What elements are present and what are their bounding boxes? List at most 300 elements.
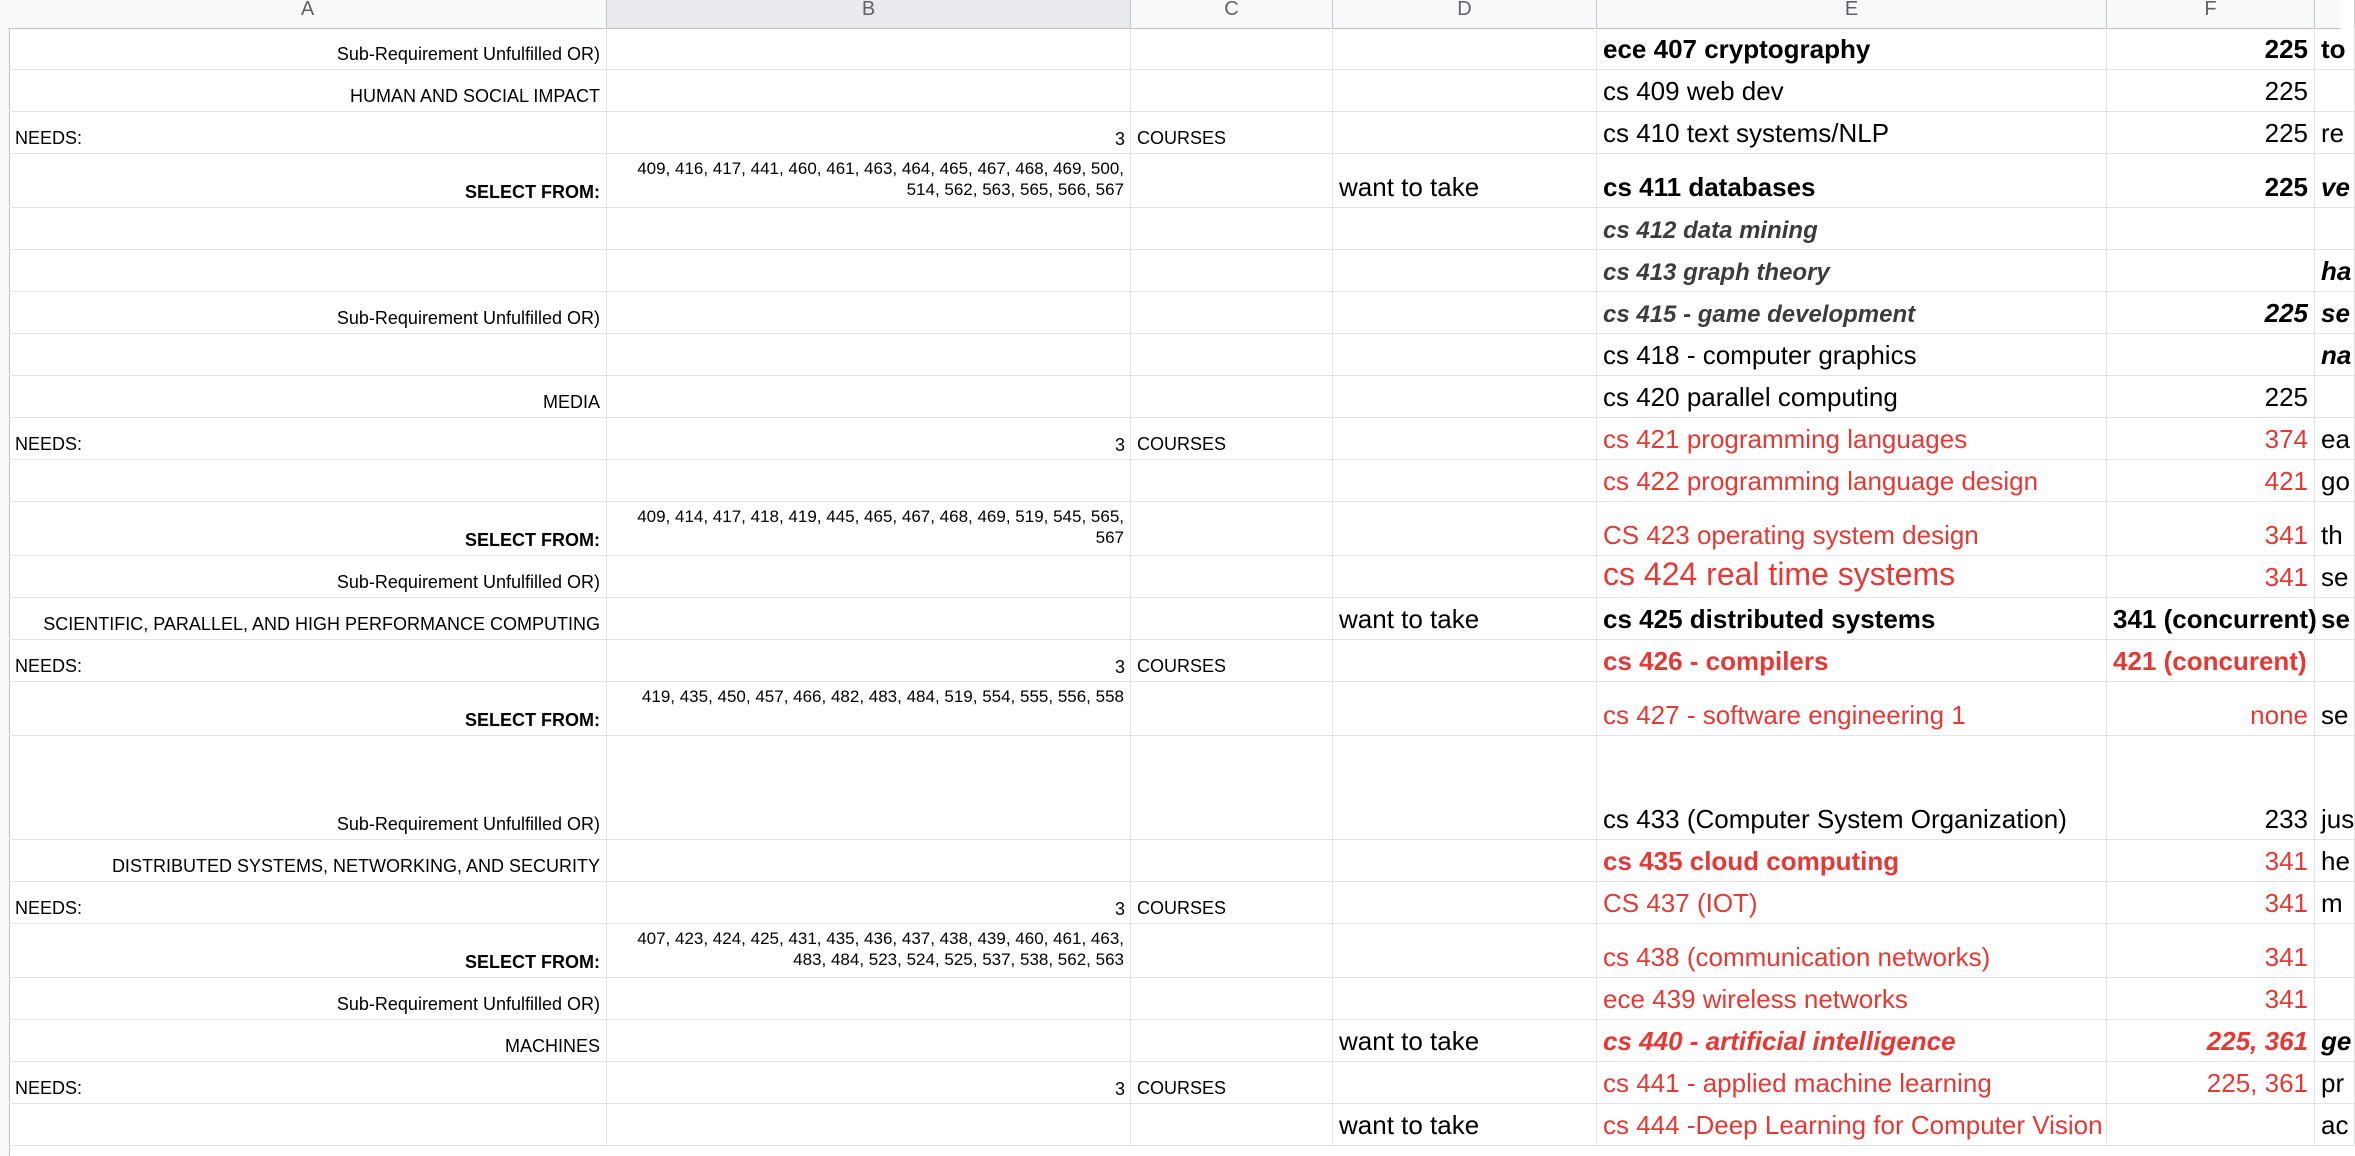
cell-a[interactable]: [9, 682, 607, 736]
cell-e[interactable]: [1597, 208, 2107, 250]
cell-g-text: ea: [2321, 424, 2350, 454]
cell-b[interactable]: [607, 924, 1131, 978]
cell-a[interactable]: [9, 28, 607, 70]
cell-c[interactable]: [1131, 292, 1333, 334]
cell-c-text: COURSES: [1137, 898, 1227, 918]
cell-d[interactable]: [1333, 640, 1597, 682]
cell-c[interactable]: [1131, 376, 1333, 418]
cell-a-text: SELECT FROM:: [465, 530, 600, 550]
cell-e-text: cs 438 (communication networks): [1603, 942, 1991, 972]
cell-b[interactable]: [607, 1020, 1131, 1062]
cell-c-text: COURSES: [1137, 434, 1227, 454]
cell-g[interactable]: [2315, 736, 2355, 840]
cell-c-count[interactable]: [1071, 640, 1131, 682]
cell-f[interactable]: [2107, 460, 2315, 502]
cell-a-text: SELECT FROM:: [465, 710, 600, 730]
cell-g-text: ac: [2321, 1110, 2349, 1140]
cell-f-text: 374: [2264, 424, 2308, 454]
cell-a[interactable]: [9, 250, 607, 292]
cell-c-count[interactable]: [1071, 376, 1131, 418]
cell-d[interactable]: [1333, 418, 1597, 460]
cell-f[interactable]: [2107, 924, 2315, 978]
cell-g[interactable]: [2315, 460, 2355, 502]
cell-d[interactable]: [1333, 208, 1597, 250]
cell-e[interactable]: [1597, 1020, 2107, 1062]
cell-c-count[interactable]: [1071, 154, 1131, 208]
cell-d[interactable]: [1333, 1020, 1597, 1062]
cell-f[interactable]: [2107, 1020, 2315, 1062]
cell-c[interactable]: [1131, 1020, 1333, 1062]
cell-d[interactable]: [1333, 924, 1597, 978]
cell-g[interactable]: [2315, 70, 2355, 112]
cell-e-text: ece 439 wireless networks: [1603, 984, 1908, 1014]
cell-e-text: cs 411 databases: [1603, 172, 1816, 202]
cell-f[interactable]: [2107, 70, 2315, 112]
cell-a-text: NEEDS:: [15, 656, 83, 676]
cell-e-text: cs 421 programming languages: [1603, 424, 1968, 454]
cell-f[interactable]: [2107, 882, 2315, 924]
cell-f-text: 341 (concurrent): [2113, 604, 2317, 634]
cell-d[interactable]: [1333, 682, 1597, 736]
cell-f[interactable]: [2107, 640, 2315, 682]
cell-c-count[interactable]: [1071, 28, 1131, 70]
cell-a[interactable]: [9, 978, 607, 1020]
cell-c-count[interactable]: [1071, 736, 1131, 840]
cell-g[interactable]: [2315, 112, 2355, 154]
cell-c-count[interactable]: [1071, 682, 1131, 736]
cell-c[interactable]: [1131, 682, 1333, 736]
table-row: [0, 640, 2340, 682]
cell-c[interactable]: [1131, 840, 1333, 882]
cell-c-count[interactable]: [1071, 460, 1131, 502]
cell-f-text: 421: [2264, 466, 2308, 496]
cell-e-text: cs 409 web dev: [1603, 76, 1784, 106]
column-header-bar: [0, 0, 2340, 29]
cell-d[interactable]: [1333, 70, 1597, 112]
cell-c-count[interactable]: [1071, 556, 1131, 598]
cell-g[interactable]: [2315, 376, 2355, 418]
cell-e[interactable]: [1597, 334, 2107, 376]
cell-a[interactable]: [9, 418, 607, 460]
table-row: [0, 208, 2340, 250]
cell-f[interactable]: [2107, 1104, 2315, 1146]
cell-g[interactable]: [2315, 882, 2355, 924]
cell-d[interactable]: [1333, 334, 1597, 376]
cell-f-text: 341: [2264, 888, 2308, 918]
cell-e-text: cs 440 - artificial intelligence: [1603, 1026, 1956, 1056]
cell-b-text: 419, 435, 450, 457, 466, 482, 483, 484, 519, 554, 555, 556, 558: [641, 687, 1124, 706]
cell-g-text: re: [2321, 118, 2345, 148]
cell-b[interactable]: [607, 376, 1131, 418]
cell-d-text: want to take: [1339, 1026, 1480, 1056]
cell-g[interactable]: [2315, 682, 2355, 736]
cell-e[interactable]: [1597, 882, 2107, 924]
cell-f-text: 341: [2264, 984, 2308, 1014]
cell-a-text: Sub-Requirement Unfulfilled OR): [336, 994, 600, 1014]
cell-a[interactable]: [9, 208, 607, 250]
table-row: [0, 334, 2352, 376]
cell-d[interactable]: [1333, 28, 1597, 70]
cell-f-text: 341: [2264, 942, 2308, 972]
cell-d[interactable]: [1333, 882, 1597, 924]
cell-a[interactable]: [9, 556, 607, 598]
cell-g[interactable]: [2315, 978, 2355, 1020]
cell-a[interactable]: [9, 598, 607, 640]
cell-e[interactable]: [1597, 418, 2107, 460]
cell-a[interactable]: [9, 924, 607, 978]
cell-d[interactable]: [1333, 112, 1597, 154]
cell-f-text: 225: [2264, 34, 2308, 64]
cell-f[interactable]: [2107, 28, 2315, 70]
cell-e[interactable]: [1597, 736, 2107, 840]
cell-d[interactable]: [1333, 736, 1597, 840]
cell-g[interactable]: [2315, 840, 2355, 882]
cell-e-text: cs 412 data mining: [1603, 217, 1818, 244]
cell-a-text: NEEDS:: [15, 1078, 83, 1098]
table-row: [0, 1104, 2349, 1146]
cell-b[interactable]: [607, 154, 1131, 208]
cell-c-count[interactable]: [1071, 1062, 1131, 1104]
cell-c-count[interactable]: [1071, 334, 1131, 376]
cell-f-text: 225: [2264, 76, 2308, 106]
table-row: [0, 70, 2340, 112]
cell-c[interactable]: [1131, 1062, 1333, 1104]
cell-b[interactable]: [607, 502, 1131, 556]
cell-g-text: th: [2321, 520, 2343, 550]
cell-d[interactable]: [1333, 292, 1597, 334]
column-header-c[interactable]: C: [1131, 0, 1333, 28]
cell-g[interactable]: [2315, 154, 2355, 208]
cell-c-text: COURSES: [1137, 656, 1227, 676]
table-row: [0, 556, 2349, 598]
cell-e[interactable]: [1597, 250, 2107, 292]
cell-c-count[interactable]: [1071, 502, 1131, 556]
cell-f-text: 421 (concurent): [2113, 646, 2307, 676]
cell-f[interactable]: [2107, 292, 2315, 334]
cell-f-text: 341: [2264, 520, 2308, 550]
cell-d[interactable]: [1333, 460, 1597, 502]
cell-c-count-text: 3: [1114, 1079, 1125, 1099]
cell-d[interactable]: [1333, 376, 1597, 418]
cell-d[interactable]: [1333, 1062, 1597, 1104]
cell-e[interactable]: [1597, 682, 2107, 736]
cell-a-text: DISTRIBUTED SYSTEMS, NETWORKING, AND SECURITY: [111, 856, 600, 876]
cell-c[interactable]: [1131, 502, 1333, 556]
cell-f[interactable]: [2107, 250, 2315, 292]
cell-f[interactable]: [2107, 598, 2315, 640]
cell-e[interactable]: [1597, 924, 2107, 978]
cell-c-count[interactable]: [1071, 924, 1131, 978]
cell-e-text: cs 425 distributed systems: [1603, 604, 1936, 634]
cell-c[interactable]: [1131, 556, 1333, 598]
cell-c-count[interactable]: [1071, 208, 1131, 250]
table-row: [0, 736, 2355, 840]
cell-d[interactable]: [1333, 1104, 1597, 1146]
cell-c[interactable]: [1131, 460, 1333, 502]
cell-a[interactable]: [9, 1062, 607, 1104]
cell-f[interactable]: [2107, 112, 2315, 154]
cell-f[interactable]: [2107, 208, 2315, 250]
table-row: [0, 502, 2343, 556]
cell-a[interactable]: [9, 640, 607, 682]
cell-f-text: 341: [2264, 562, 2308, 592]
cell-a[interactable]: [9, 112, 607, 154]
cell-e-text: cs 418 - computer graphics: [1603, 340, 1917, 370]
cell-c[interactable]: [1131, 418, 1333, 460]
cell-g-text: go: [2321, 466, 2350, 496]
cell-a[interactable]: [9, 70, 607, 112]
cell-g[interactable]: [2315, 250, 2355, 292]
cell-b[interactable]: [607, 682, 1131, 736]
cell-c-count[interactable]: [1071, 882, 1131, 924]
cell-f-text: 225: [2264, 298, 2308, 328]
table-row: [0, 154, 2350, 208]
cell-d[interactable]: [1333, 556, 1597, 598]
cell-c[interactable]: [1131, 882, 1333, 924]
cell-b[interactable]: [607, 112, 1131, 154]
cell-c-count[interactable]: [1071, 112, 1131, 154]
cell-f-text: 225, 361: [2206, 1026, 2308, 1056]
cell-e-text: cs 426 - compilers: [1603, 646, 1829, 676]
cell-g[interactable]: [2315, 292, 2355, 334]
cell-b[interactable]: [607, 598, 1131, 640]
cell-e-text: cs 435 cloud computing: [1603, 846, 1900, 876]
cell-c-count[interactable]: [1071, 1020, 1131, 1062]
cell-f[interactable]: [2107, 154, 2315, 208]
cell-a-text: MACHINES: [504, 1036, 600, 1056]
cell-c-count[interactable]: [1071, 840, 1131, 882]
cell-e[interactable]: [1597, 70, 2107, 112]
cell-g[interactable]: [2315, 556, 2355, 598]
cell-c[interactable]: [1131, 208, 1333, 250]
cell-a[interactable]: [9, 1104, 607, 1146]
cell-g-text: he: [2321, 846, 2350, 876]
table-row: [0, 682, 2349, 736]
cell-c[interactable]: [1131, 978, 1333, 1020]
cell-a[interactable]: [9, 460, 607, 502]
cell-a[interactable]: [9, 502, 607, 556]
cell-f[interactable]: [2107, 682, 2315, 736]
cell-g-text: m: [2321, 888, 2343, 918]
cell-d[interactable]: [1333, 250, 1597, 292]
column-header-a[interactable]: A: [9, 0, 607, 28]
cell-c-count-text: 3: [1114, 435, 1125, 455]
column-header-f[interactable]: F: [2107, 0, 2315, 28]
cell-b[interactable]: [607, 882, 1131, 924]
cell-c-count[interactable]: [1071, 418, 1131, 460]
cell-e[interactable]: [1597, 840, 2107, 882]
cell-c[interactable]: [1131, 154, 1333, 208]
cell-b[interactable]: [607, 250, 1131, 292]
cell-g[interactable]: [2315, 502, 2355, 556]
cell-g-text: se: [2321, 700, 2349, 730]
table-row: [0, 376, 2340, 418]
cell-b-text: 407, 423, 424, 425, 431, 435, 436, 437, 438, 439, 460, 461, 463, 483, 484, 523, 524, 525, 537, 538, 562, 563: [637, 929, 1124, 969]
table-row: [0, 840, 2350, 882]
cell-f[interactable]: [2107, 502, 2315, 556]
cell-a-text: NEEDS:: [15, 898, 83, 918]
cell-c[interactable]: [1131, 1104, 1333, 1146]
cell-b[interactable]: [607, 28, 1131, 70]
cell-e[interactable]: [1597, 376, 2107, 418]
cell-f-text: 225: [2264, 172, 2308, 202]
cell-e[interactable]: [1597, 28, 2107, 70]
cell-d[interactable]: [1333, 840, 1597, 882]
cell-c[interactable]: [1131, 598, 1333, 640]
cell-c[interactable]: [1131, 334, 1333, 376]
cell-d-text: want to take: [1339, 172, 1480, 202]
cell-e[interactable]: [1597, 1062, 2107, 1104]
cell-f[interactable]: [2107, 556, 2315, 598]
cell-c-count[interactable]: [1071, 250, 1131, 292]
cell-e-text: CS 423 operating system design: [1603, 520, 1979, 550]
cell-c-text: COURSES: [1137, 1078, 1227, 1098]
cell-f-text: none: [2250, 700, 2308, 730]
cell-c[interactable]: [1131, 250, 1333, 292]
cell-f-text: 225: [2264, 382, 2308, 412]
cell-c-count[interactable]: [1071, 978, 1131, 1020]
cell-c[interactable]: [1131, 70, 1333, 112]
cell-e[interactable]: [1597, 556, 2107, 598]
cell-e-text: CS 437 (IOT): [1603, 888, 1758, 918]
cell-b[interactable]: [607, 1104, 1131, 1146]
cell-e[interactable]: [1597, 502, 2107, 556]
cell-b[interactable]: [607, 736, 1131, 840]
cell-f[interactable]: [2107, 418, 2315, 460]
cell-c-count[interactable]: [1071, 70, 1131, 112]
cell-f[interactable]: [2107, 840, 2315, 882]
cell-e-text: cs 427 - software engineering 1: [1603, 700, 1966, 730]
cell-d[interactable]: [1333, 598, 1597, 640]
column-header-b[interactable]: B: [607, 0, 1131, 28]
cell-g[interactable]: [2315, 334, 2355, 376]
cell-e-text: cs 413 graph theory: [1603, 259, 1830, 286]
cell-e[interactable]: [1597, 978, 2107, 1020]
cell-a[interactable]: [9, 334, 607, 376]
cell-b[interactable]: [607, 640, 1131, 682]
cell-a[interactable]: [9, 154, 607, 208]
cell-a[interactable]: [9, 292, 607, 334]
cell-d-text: want to take: [1339, 1110, 1480, 1140]
column-header-d[interactable]: D: [1333, 0, 1597, 28]
cell-g-text: ha: [2321, 256, 2352, 286]
cell-a-text: Sub-Requirement Unfulfilled OR): [336, 572, 600, 592]
cell-a-text: MEDIA: [542, 392, 600, 412]
cell-e-text: cs 424 real time systems: [1603, 556, 1956, 592]
cell-d[interactable]: [1333, 502, 1597, 556]
cell-d[interactable]: [1333, 154, 1597, 208]
cell-e[interactable]: [1597, 598, 2107, 640]
cell-f-text: 225, 361: [2206, 1068, 2308, 1098]
cell-c[interactable]: [1131, 640, 1333, 682]
cell-g[interactable]: [2315, 1062, 2355, 1104]
cell-b-text: 409, 416, 417, 441, 460, 461, 463, 464, 465, 467, 468, 469, 500, 514, 562, 563, 565, 566, 567: [637, 159, 1124, 199]
cell-g-text: ve: [2321, 172, 2350, 202]
cell-g-text: to: [2321, 34, 2346, 64]
cell-f[interactable]: [2107, 376, 2315, 418]
cell-b[interactable]: [607, 840, 1131, 882]
cell-c[interactable]: [1131, 28, 1333, 70]
cell-e[interactable]: [1597, 154, 2107, 208]
cell-a-text: Sub-Requirement Unfulfilled OR): [336, 814, 600, 834]
table-row: [0, 882, 2343, 924]
cell-f[interactable]: [2107, 334, 2315, 376]
cell-b[interactable]: [607, 418, 1131, 460]
column-header-g[interactable]: [2315, 0, 2355, 28]
cell-f-text: 225: [2264, 118, 2308, 148]
cell-e-text: cs 410 text systems/NLP: [1603, 118, 1890, 148]
cell-a[interactable]: [9, 376, 607, 418]
cell-e[interactable]: [1597, 460, 2107, 502]
cell-d[interactable]: [1333, 978, 1597, 1020]
cell-a-text: NEEDS:: [15, 128, 83, 148]
cell-f[interactable]: [2107, 978, 2315, 1020]
table-row: [0, 924, 2340, 978]
cell-g-text: ge: [2321, 1026, 2352, 1056]
cell-f[interactable]: [2107, 736, 2315, 840]
cell-b[interactable]: [607, 208, 1131, 250]
cell-b[interactable]: [607, 334, 1131, 376]
cell-b[interactable]: [607, 292, 1131, 334]
cell-b[interactable]: [607, 460, 1131, 502]
cell-g[interactable]: [2315, 28, 2355, 70]
cell-g[interactable]: [2315, 640, 2355, 682]
cell-a-text: SELECT FROM:: [465, 182, 600, 202]
cell-c[interactable]: [1131, 112, 1333, 154]
cell-a[interactable]: [9, 840, 607, 882]
cell-g[interactable]: [2315, 1020, 2355, 1062]
table-row: [0, 978, 2340, 1020]
cell-g[interactable]: [2315, 208, 2355, 250]
cell-g[interactable]: [2315, 924, 2355, 978]
cell-a[interactable]: [9, 1020, 607, 1062]
cell-g[interactable]: [2315, 598, 2355, 640]
cell-e-text: cs 441 - applied machine learning: [1603, 1068, 1992, 1098]
cell-c-count-text: 3: [1114, 129, 1125, 149]
cell-e[interactable]: [1597, 112, 2107, 154]
cell-g-text: se: [2321, 298, 2350, 328]
cell-e[interactable]: [1597, 1104, 2107, 1146]
cell-c-count[interactable]: [1071, 598, 1131, 640]
cell-f[interactable]: [2107, 1062, 2315, 1104]
cell-a-text: Sub-Requirement Unfulfilled OR): [336, 44, 600, 64]
cell-g[interactable]: [2315, 418, 2355, 460]
table-row: [0, 1062, 2345, 1104]
cell-f-text: 341: [2264, 846, 2308, 876]
cell-c-count[interactable]: [1071, 292, 1131, 334]
cell-c-count-text: 3: [1114, 657, 1125, 677]
cell-a[interactable]: [9, 736, 607, 840]
cell-b[interactable]: [607, 1062, 1131, 1104]
cell-e[interactable]: [1597, 640, 2107, 682]
table-row: [0, 28, 2346, 70]
cell-g-text: se: [2321, 604, 2350, 634]
column-header-e[interactable]: E: [1597, 0, 2107, 28]
table-row: [0, 460, 2350, 502]
cell-a-text: NEEDS:: [15, 434, 83, 454]
cell-c-count[interactable]: [1071, 1104, 1131, 1146]
cell-b[interactable]: [607, 978, 1131, 1020]
table-row: [0, 1020, 2352, 1062]
cell-g[interactable]: [2315, 1104, 2355, 1146]
cell-c[interactable]: [1131, 736, 1333, 840]
cell-b[interactable]: [607, 70, 1131, 112]
cell-c[interactable]: [1131, 924, 1333, 978]
cell-e[interactable]: [1597, 292, 2107, 334]
cell-b[interactable]: [607, 556, 1131, 598]
cell-a[interactable]: [9, 882, 607, 924]
cell-g-text: na: [2321, 340, 2352, 370]
